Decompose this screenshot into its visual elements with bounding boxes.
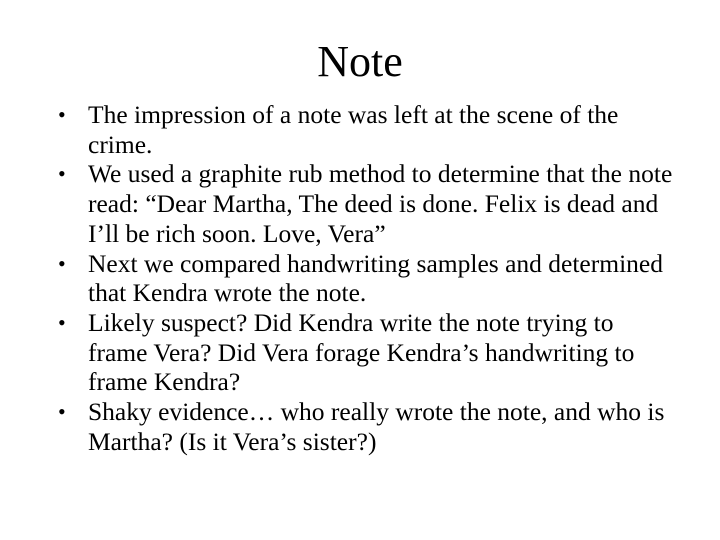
bullet-item (54, 100, 674, 159)
bullet-icon: • (58, 399, 66, 425)
bullet-item (54, 159, 674, 248)
bullet-icon: • (58, 309, 66, 335)
bullet-list (54, 100, 674, 456)
slide-title: Note (317, 37, 403, 86)
bullet-item (54, 397, 674, 456)
bullet-item (54, 249, 674, 308)
bullet-text: The impression of a note was left at the scene of the crime. (88, 100, 619, 159)
bullet-text: We used a graphite rub method to determine that the note read: “Dear Martha, The deed is done. Felix is dead and I’ll be rich soon. Love, Vera” (88, 159, 673, 248)
bullet-text: Next we compared handwriting samples and determined that Kendra wrote the note. (88, 248, 663, 308)
bullet-icon: • (58, 161, 66, 187)
bullet-icon: • (58, 102, 66, 127)
bullet-text: Shaky evidence… who really wrote the note, and who is Martha? (Is it Vera’s sister?) (88, 397, 665, 456)
bullet-text: Likely suspect? Did Kendra write the note trying to frame Vera? Did Vera forage Kendra’s handwriting to frame Kendra? (88, 307, 635, 397)
bullet-item (54, 308, 674, 397)
bullet-icon: • (58, 250, 66, 276)
